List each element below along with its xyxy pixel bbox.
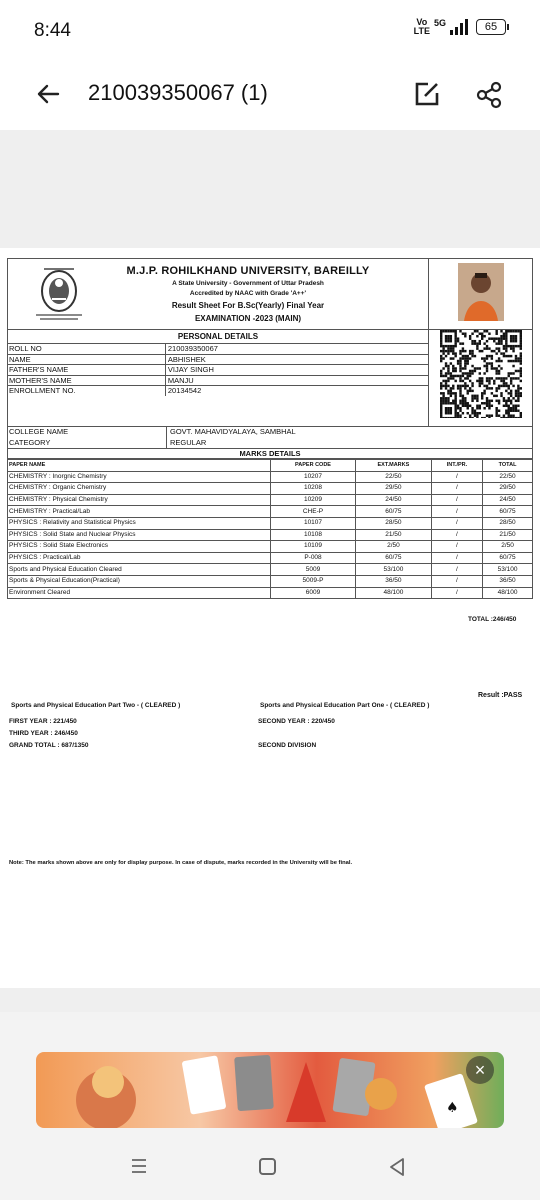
status-time: 8:44 [34, 20, 71, 41]
status-bar [0, 0, 540, 60]
paper-name-cell: PHYSICS : Practical/Lab [8, 552, 271, 564]
int-pr-cell: / [431, 564, 482, 576]
ext-marks-cell: 48/100 [355, 587, 431, 599]
volte-icon: Vo LTE [413, 17, 430, 36]
personal-row: FATHER'S NAME VIJAY SINGH [8, 364, 428, 375]
total-cell: 24/50 [483, 494, 533, 506]
paper-name-cell: Sports and Physical Education Cleared [8, 564, 271, 576]
exam-title: EXAMINATION -2023 (MAIN) [194, 314, 302, 323]
ad-artwork [36, 1052, 504, 1128]
paper-code-cell: 6009 [271, 587, 356, 599]
ext-marks-cell: 53/100 [355, 564, 431, 576]
marks-row [8, 587, 533, 599]
total-cell: 36/50 [483, 575, 533, 587]
student-photo [458, 263, 504, 321]
paper-code-cell: 10108 [271, 529, 356, 541]
division: SECOND DIVISION [258, 742, 317, 749]
paper-name-cell: Sports & Physical Education(Practical) [8, 575, 271, 587]
paper-name-cell: PHYSICS : Solid State Electronics [8, 541, 271, 553]
accreditation: Accredited by NAAC with Grade 'A++' [189, 290, 307, 297]
personal-row: ENROLLMENT NO. 20134542 [8, 385, 428, 396]
total-cell: 60/75 [483, 552, 533, 564]
ext-marks-cell: 60/75 [355, 552, 431, 564]
paper-name-cell: CHEMISTRY : Practical/Lab [8, 506, 271, 518]
marks-row [8, 506, 533, 518]
battery-icon [476, 19, 506, 35]
paper-code-cell: 10209 [271, 494, 356, 506]
sports-part-two: Sports and Physical Education Part Two - ( CLEARED ) [11, 702, 181, 709]
home-icon[interactable] [259, 1158, 276, 1175]
disclaimer-note: Note: The marks shown above are only for display purpose. In case of dispute, marks recorded in the University will be final. [9, 860, 353, 866]
paper-name-cell: PHYSICS : Relativity and Statistical Physics [8, 517, 271, 529]
status-icons [414, 18, 506, 36]
back-nav-icon[interactable] [386, 1156, 408, 1178]
ext-marks-cell: 21/50 [355, 529, 431, 541]
document-page[interactable] [0, 248, 540, 988]
document-title: 210039350067 (1) [88, 80, 268, 105]
personal-details-table [8, 343, 428, 396]
int-pr-cell: / [431, 494, 482, 506]
college-row: COLLEGE NAME GOVT. MAHAVIDYALAYA, SAMBHAL [9, 427, 296, 436]
result-status: Result :PASS [478, 692, 523, 699]
personal-details-section [7, 330, 533, 427]
int-pr-cell: / [431, 587, 482, 599]
int-pr-cell: / [431, 483, 482, 495]
marks-table [7, 459, 533, 599]
paper-code-cell: 5009-P [271, 575, 356, 587]
university-header [108, 265, 388, 323]
ext-marks-cell: 24/50 [355, 494, 431, 506]
ad-close-button[interactable]: × [466, 1056, 494, 1084]
battery-level: 65 [484, 21, 498, 33]
network-type-label: 5G [433, 18, 446, 28]
personal-row: ROLL NO 210039350067 [8, 343, 428, 354]
int-pr-cell: / [431, 517, 482, 529]
marks-row [8, 564, 533, 576]
marks-total: TOTAL :246/450 [468, 616, 517, 623]
ad-banner[interactable] [36, 1052, 504, 1128]
int-pr-cell: / [431, 575, 482, 587]
personal-details-title: PERSONAL DETAILS [177, 332, 259, 341]
sports-part-one: Sports and Physical Education Part One - ( CLEARED ) [260, 702, 430, 709]
back-arrow-icon[interactable] [32, 78, 64, 110]
university-subtitle: A State University - Government of Uttar Pradesh [172, 280, 324, 287]
paper-code-cell: 5009 [271, 564, 356, 576]
int-pr-cell: / [431, 471, 482, 483]
int-pr-cell: / [431, 506, 482, 518]
sheet-header [7, 258, 533, 330]
ad-container [0, 1012, 540, 1142]
paper-code-cell: 10207 [271, 471, 356, 483]
total-cell: 21/50 [483, 529, 533, 541]
total-cell: 29/50 [483, 483, 533, 495]
grand-total: GRAND TOTAL : 687/1350 [9, 742, 89, 749]
paper-code-cell: CHE-P [271, 506, 356, 518]
marks-row [8, 517, 533, 529]
second-year-marks: SECOND YEAR : 220/450 [258, 718, 335, 725]
marks-header-row: PAPER NAME PAPER CODE EXT.MARKS INT./PR. TOTAL [8, 460, 533, 472]
app-bar [0, 60, 540, 130]
total-cell: 22/50 [483, 471, 533, 483]
personal-row: MOTHER'S NAME MANJU [8, 375, 428, 386]
navigation-bar [0, 1142, 540, 1200]
marks-row [8, 529, 533, 541]
share-icon[interactable] [474, 80, 504, 110]
marks-details-title: MARKS DETAILS [7, 449, 533, 459]
first-year-marks: FIRST YEAR : 221/450 [9, 718, 77, 725]
college-section [7, 427, 533, 449]
personal-row: NAME ABHISHEK [8, 354, 428, 365]
marks-row [8, 575, 533, 587]
university-name: M.J.P. ROHILKHAND UNIVERSITY, BAREILLY [126, 265, 370, 277]
recent-apps-icon[interactable] [130, 1158, 148, 1174]
svg-text:♠: ♠ [446, 1100, 459, 1116]
paper-code-cell: 10109 [271, 541, 356, 553]
int-pr-cell: / [431, 552, 482, 564]
ext-marks-cell: 60/75 [355, 506, 431, 518]
paper-name-cell: CHEMISTRY : Organic Chemistry [8, 483, 271, 495]
marks-row [8, 541, 533, 553]
edit-icon[interactable] [412, 79, 442, 109]
int-pr-cell: / [431, 541, 482, 553]
sheet-title: Result Sheet For B.Sc(Yearly) Final Year [171, 301, 325, 310]
ext-marks-cell: 2/50 [355, 541, 431, 553]
signal-icon [450, 19, 468, 35]
paper-name-cell: CHEMISTRY : Physical Chemistry [8, 494, 271, 506]
total-cell: 2/50 [483, 541, 533, 553]
ext-marks-cell: 29/50 [355, 483, 431, 495]
qr-code [440, 330, 522, 418]
ext-marks-cell: 36/50 [355, 575, 431, 587]
paper-name-cell: CHEMISTRY : Inorgnic Chemistry [8, 471, 271, 483]
paper-code-cell: 10208 [271, 483, 356, 495]
int-pr-cell: / [431, 529, 482, 541]
ext-marks-cell: 28/50 [355, 517, 431, 529]
university-logo [30, 263, 88, 323]
total-cell: 60/75 [483, 506, 533, 518]
marks-row [8, 552, 533, 564]
marks-row [8, 483, 533, 495]
result-sheet [7, 258, 533, 599]
paper-code-cell: P-008 [271, 552, 356, 564]
total-cell: 53/100 [483, 564, 533, 576]
total-cell: 48/100 [483, 587, 533, 599]
paper-name-cell: Environment Cleared [8, 587, 271, 599]
ext-marks-cell: 22/50 [355, 471, 431, 483]
third-year-marks: THIRD YEAR : 246/450 [9, 730, 78, 737]
marks-row [8, 471, 533, 483]
total-cell: 28/50 [483, 517, 533, 529]
paper-name-cell: PHYSICS : Solid State and Nuclear Physics [8, 529, 271, 541]
marks-row [8, 494, 533, 506]
paper-code-cell: 10107 [271, 517, 356, 529]
college-row: CATEGORY REGULAR [9, 437, 207, 447]
